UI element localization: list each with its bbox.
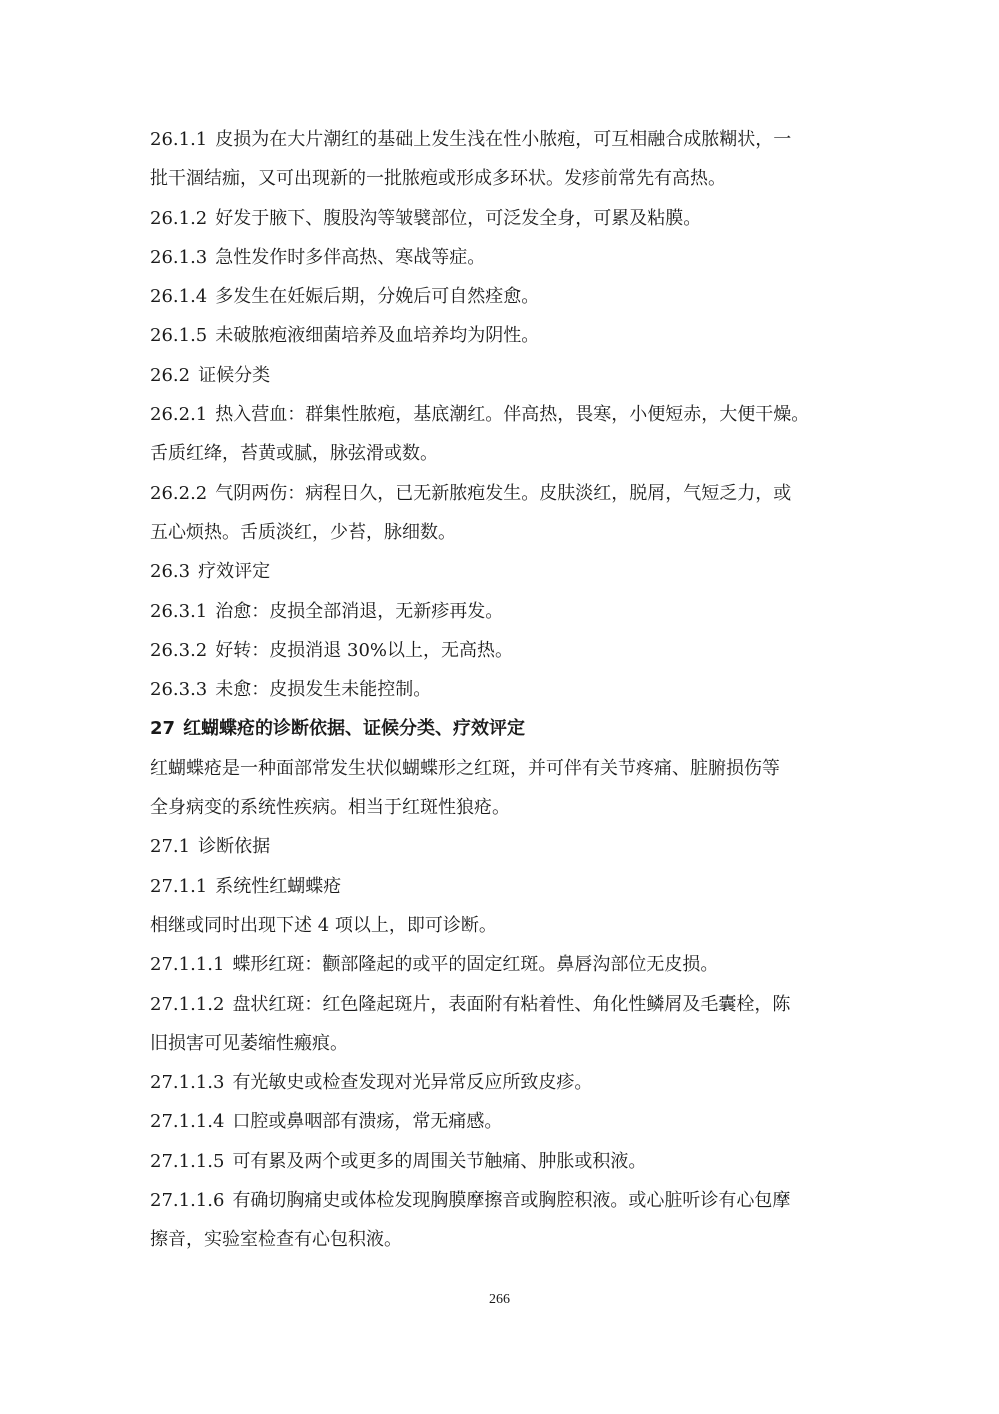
clause-number: 27.1.1.1 bbox=[150, 954, 225, 976]
clause-text: 口腔或鼻咽部有溃疡，常无痛感。 bbox=[232, 1111, 503, 1133]
clause-text: 诊断依据 bbox=[198, 836, 271, 858]
text-line-28 bbox=[150, 1220, 852, 1259]
clause-text: 好转：皮损消退 30%以上，无高热。 bbox=[215, 639, 513, 661]
text-line-17 bbox=[150, 788, 852, 827]
clause-number: 26.1.5 bbox=[150, 325, 208, 347]
clause-text: 批干涸结痂，又可出现新的一批脓疱或形成多环状。发疹前常先有高热。 bbox=[150, 168, 726, 190]
clause-number: 26.2.2 bbox=[150, 482, 208, 504]
clause-number: 27.1.1.5 bbox=[150, 1150, 225, 1172]
clause-number: 26.3.2 bbox=[150, 639, 208, 661]
intro-text: 红蝴蝶疮是一种面部常发生状似蝴蝶形之红斑，并可伴有关节疼痛、脏腑损伤等 bbox=[150, 757, 780, 779]
text-line-12 bbox=[150, 592, 852, 631]
clause-text: 急性发作时多伴高热、寒战等症。 bbox=[215, 246, 486, 268]
clause-number: 26.3 bbox=[150, 561, 191, 583]
clause-number: 26.1.3 bbox=[150, 246, 208, 268]
clause-text: 有确切胸痛史或体检发现胸膜摩擦音或胸腔积液。或心脏听诊有心包摩 bbox=[232, 1190, 791, 1212]
clause-text: 疗效评定 bbox=[198, 561, 271, 583]
clause-text: 皮损为在大片潮红的基础上发生浅在性小脓疱，可互相融合成脓糊状，一 bbox=[215, 129, 792, 150]
text-line-24 bbox=[150, 1063, 852, 1102]
clause-number: 27.1.1.2 bbox=[150, 993, 225, 1015]
text-line-23 bbox=[150, 1024, 852, 1063]
text-line-10 bbox=[150, 513, 852, 552]
text-line-9 bbox=[150, 474, 852, 513]
text-line-2 bbox=[150, 199, 852, 238]
clause-text: 擦音，实验室检查有心包积液。 bbox=[150, 1229, 402, 1251]
section-title-26-3 bbox=[150, 552, 852, 591]
clause-number: 27.1.1.6 bbox=[150, 1190, 225, 1212]
clause-text: 治愈：皮损全部消退，无新疹再发。 bbox=[215, 600, 504, 622]
clause-text: 相继或同时出现下述 4 项以上，即可诊断。 bbox=[150, 914, 497, 936]
text-line-5 bbox=[150, 316, 852, 355]
text-line-25 bbox=[150, 1102, 852, 1141]
clause-number: 27.1 bbox=[150, 836, 191, 858]
clause-number: 26.2 bbox=[150, 364, 191, 386]
clause-number: 26.1.4 bbox=[150, 286, 208, 308]
intro-text: 全身病变的系统性疾病。相当于红斑性狼疮。 bbox=[150, 797, 510, 819]
text-line-21 bbox=[150, 945, 852, 984]
text-line-4 bbox=[150, 277, 852, 316]
clause-text: 气阴两伤：病程日久，已无新脓疱发生。皮肤淡红，脱屑，气短乏力，或 bbox=[215, 482, 792, 504]
chapter-number: 27 bbox=[150, 718, 176, 740]
text-line-3 bbox=[150, 238, 852, 277]
chapter-title: 红蝴蝶疮的诊断依据、证候分类、疗效评定 bbox=[183, 718, 526, 740]
clause-text: 证候分类 bbox=[198, 364, 271, 386]
text-line-0 bbox=[150, 120, 852, 159]
clause-number: 27.1.1 bbox=[150, 875, 208, 897]
clause-number: 26.3.1 bbox=[150, 600, 208, 622]
clause-text: 未愈：皮损发生未能控制。 bbox=[215, 679, 432, 701]
text-line-13 bbox=[150, 631, 852, 670]
text-line-1 bbox=[150, 159, 852, 198]
clause-text: 未破脓疱液细菌培养及血培养均为阴性。 bbox=[215, 325, 540, 347]
section-title-27-1 bbox=[150, 827, 852, 866]
clause-text: 好发于腋下、腹股沟等皱襞部位，可泛发全身，可累及粘膜。 bbox=[215, 207, 702, 229]
clause-number: 26.2.1 bbox=[150, 404, 208, 426]
text-line-7 bbox=[150, 395, 852, 434]
document-page bbox=[150, 120, 852, 1260]
text-line-27 bbox=[150, 1181, 852, 1220]
clause-number: 27.1.1.4 bbox=[150, 1111, 225, 1133]
clause-number: 26.3.3 bbox=[150, 679, 208, 701]
text-line-26 bbox=[150, 1142, 852, 1181]
section-title-26-2 bbox=[150, 356, 852, 395]
clause-number: 27.1.1.3 bbox=[150, 1072, 225, 1094]
clause-text: 盘状红斑：红色隆起斑片，表面附有粘着性、角化性鳞屑及毛囊栓，陈 bbox=[232, 993, 791, 1015]
clause-text: 五心烦热。舌质淡红，少苔，脉细数。 bbox=[150, 521, 456, 543]
clause-text: 有光敏史或检查发现对光异常反应所致皮疹。 bbox=[232, 1072, 593, 1094]
clause-text: 舌质红绛，苔黄或腻，脉弦滑或数。 bbox=[150, 443, 438, 465]
clause-text: 可有累及两个或更多的周围关节触痛、肿胀或积液。 bbox=[232, 1150, 647, 1172]
clause-text: 蝶形红斑：颧部隆起的或平的固定红斑。鼻唇沟部位无皮损。 bbox=[232, 954, 719, 976]
clause-text: 系统性红蝴蝶疮 bbox=[215, 875, 342, 897]
text-line-8 bbox=[150, 434, 852, 473]
clause-number: 26.1.1 bbox=[150, 129, 208, 150]
text-line-16 bbox=[150, 749, 852, 788]
chapter-heading-27 bbox=[150, 709, 852, 748]
clause-text: 热入营血：群集性脓疱，基底潮红。伴高热，畏寒，小便短赤，大便干燥。 bbox=[215, 404, 810, 426]
clause-text: 多发生在妊娠后期，分娩后可自然痊愈。 bbox=[215, 286, 540, 308]
clause-number: 26.1.2 bbox=[150, 207, 208, 229]
section-title-27-1-1 bbox=[150, 867, 852, 906]
text-line-14 bbox=[150, 670, 852, 709]
text-line-22 bbox=[150, 985, 852, 1024]
clause-text: 旧损害可见萎缩性瘢痕。 bbox=[150, 1032, 348, 1054]
text-line-20 bbox=[150, 906, 852, 945]
page-number: 266 bbox=[489, 1292, 510, 1307]
